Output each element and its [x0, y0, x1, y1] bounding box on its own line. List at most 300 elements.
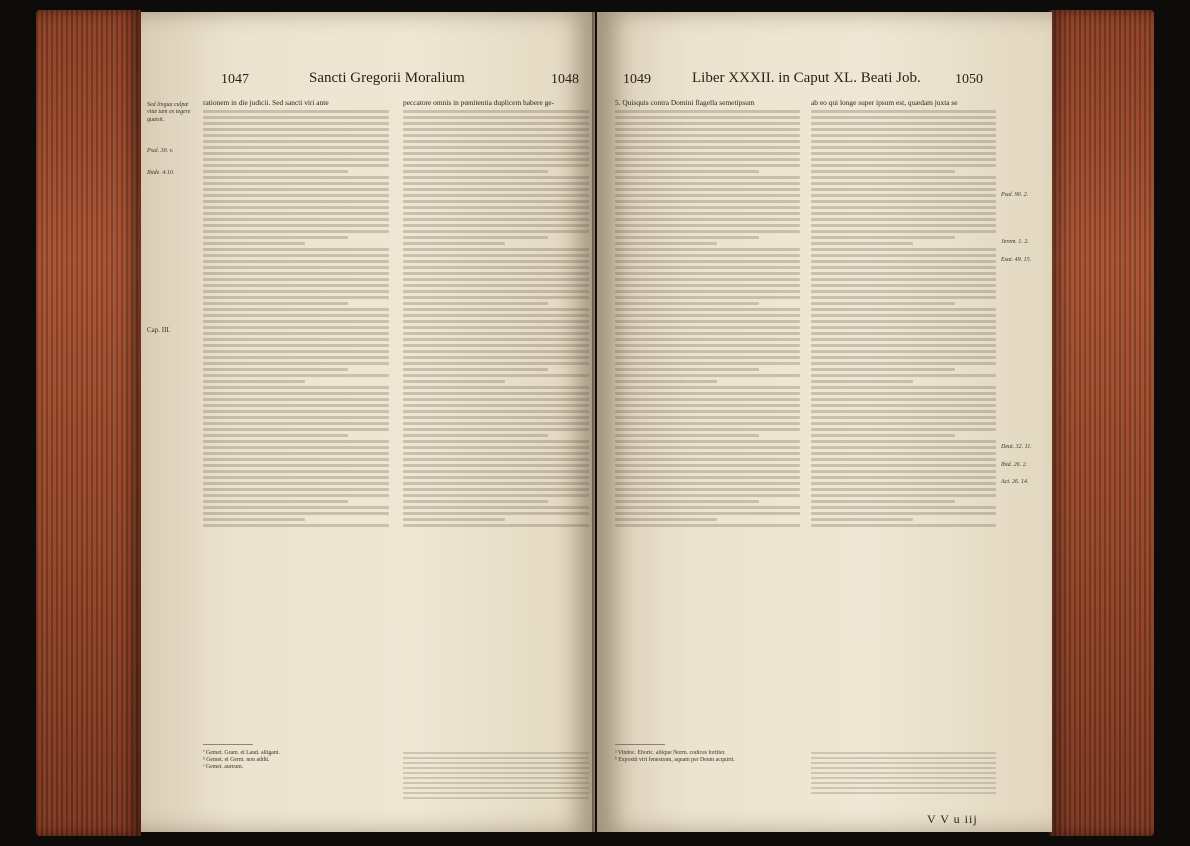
- text-line-placeholder: [811, 772, 996, 774]
- text-line-placeholder: [615, 230, 800, 233]
- text-line-placeholder: [811, 506, 996, 509]
- text-line-placeholder: [403, 296, 589, 299]
- text-line-placeholder: [403, 488, 589, 491]
- text-line-placeholder: [403, 182, 589, 185]
- text-line-placeholder: [403, 158, 589, 161]
- text-line-placeholder: [811, 512, 996, 515]
- text-line-placeholder: [811, 404, 996, 407]
- right-column-number-2: 1050: [955, 72, 983, 87]
- text-line-placeholder: [615, 434, 759, 437]
- text-line-placeholder: [811, 762, 996, 764]
- text-line-placeholder: [811, 326, 996, 329]
- text-line-placeholder: [403, 212, 589, 215]
- text-line-placeholder: [403, 230, 589, 233]
- footnote: ᵃ Vindoc. Eboric. aliique Norm. codices fortiter.: [615, 750, 726, 756]
- footnote-divider: [203, 744, 253, 745]
- text-line-placeholder: [403, 494, 589, 497]
- text-line-placeholder: [403, 464, 589, 467]
- text-line-placeholder: [203, 512, 389, 515]
- text-line-placeholder: [403, 380, 505, 383]
- text-line-placeholder: [403, 512, 589, 515]
- text-line-placeholder: [403, 332, 589, 335]
- text-line-placeholder: [203, 518, 305, 521]
- text-line-placeholder: [403, 350, 589, 353]
- text-line-placeholder: [403, 308, 589, 311]
- text-line-placeholder: [203, 452, 389, 455]
- text-line-placeholder: [403, 767, 589, 769]
- text-line-placeholder: [811, 188, 996, 191]
- text-line-placeholder: [203, 278, 389, 281]
- text-opening: ab eo qui longe super ipsum est, quædam juxta se: [811, 98, 958, 107]
- text-line-placeholder: [615, 224, 800, 227]
- text-line-placeholder: [811, 170, 955, 173]
- right-running-title: Liber XXXII. in Caput XL. Beati Job.: [692, 70, 921, 86]
- text-line-placeholder: [403, 762, 589, 764]
- text-line-placeholder: [615, 266, 800, 269]
- text-line-placeholder: [403, 284, 589, 287]
- text-line-placeholder: [403, 194, 589, 197]
- text-line-placeholder: [811, 362, 996, 365]
- margin-note: Ibide. 4.10.: [147, 169, 175, 176]
- text-line-placeholder: [403, 470, 589, 473]
- text-line-placeholder: [811, 752, 996, 754]
- text-line-placeholder: [403, 752, 589, 754]
- text-line-placeholder: [403, 218, 589, 221]
- text-line-placeholder: [403, 164, 589, 167]
- text-line-placeholder: [615, 482, 800, 485]
- margin-note: Jerem. 1. 2.: [1001, 239, 1029, 246]
- text-line-placeholder: [403, 787, 589, 789]
- text-line-placeholder: [403, 344, 589, 347]
- text-line-placeholder: [203, 398, 389, 401]
- text-line-placeholder: [615, 410, 800, 413]
- text-line-placeholder: [203, 182, 389, 185]
- text-line-placeholder: [403, 476, 589, 479]
- text-line-placeholder: [203, 266, 389, 269]
- footnotes-right: [811, 750, 996, 805]
- left-running-title: Sancti Gregorii Moralium: [309, 70, 465, 86]
- text-line-placeholder: [615, 146, 800, 149]
- text-line-placeholder: [811, 757, 996, 759]
- text-line-placeholder: [811, 767, 996, 769]
- text-line-placeholder: [403, 772, 589, 774]
- text-line-placeholder: [811, 224, 996, 227]
- text-line-placeholder: [811, 464, 996, 467]
- text-line-placeholder: [403, 392, 589, 395]
- footnote: ª Gemet. Gram. et Laud. alligant.: [203, 750, 280, 756]
- text-line-placeholder: [203, 122, 389, 125]
- text-line-placeholder: [203, 446, 389, 449]
- text-line-placeholder: [811, 146, 996, 149]
- text-line-placeholder: [203, 320, 389, 323]
- text-line-placeholder: [811, 122, 996, 125]
- text-line-placeholder: [403, 200, 589, 203]
- text-line-placeholder: [811, 350, 996, 353]
- text-line-placeholder: [811, 446, 996, 449]
- text-line-placeholder: [403, 782, 589, 784]
- text-line-placeholder: [403, 236, 548, 239]
- text-line-placeholder: [203, 164, 389, 167]
- margin-note: Psal. 30. v.: [147, 148, 174, 155]
- text-line-placeholder: [403, 128, 589, 131]
- text-line-placeholder: [203, 248, 389, 251]
- text-line-placeholder: [203, 314, 389, 317]
- text-line-placeholder: [203, 392, 389, 395]
- text-line-placeholder: [615, 242, 717, 245]
- text-line-placeholder: [203, 236, 348, 239]
- text-line-placeholder: [403, 170, 548, 173]
- text-line-placeholder: [403, 260, 589, 263]
- text-line-placeholder: [403, 266, 589, 269]
- text-line-placeholder: [203, 284, 389, 287]
- text-line-placeholder: [203, 350, 389, 353]
- text-line-placeholder: [203, 254, 389, 257]
- text-column-a: [615, 98, 800, 738]
- text-line-placeholder: [811, 524, 996, 527]
- text-line-placeholder: [403, 440, 589, 443]
- right-margin-notes: [1001, 192, 1047, 490]
- text-line-placeholder: [811, 272, 996, 275]
- text-line-placeholder: [203, 206, 389, 209]
- text-line-placeholder: [203, 212, 389, 215]
- text-line-placeholder: [203, 506, 389, 509]
- text-line-placeholder: [615, 140, 800, 143]
- text-line-placeholder: [403, 278, 589, 281]
- text-line-placeholder: [615, 302, 759, 305]
- text-line-placeholder: [403, 374, 589, 377]
- text-line-placeholder: [811, 494, 996, 497]
- text-line-placeholder: [203, 290, 389, 293]
- text-line-placeholder: [615, 356, 800, 359]
- text-line-placeholder: [403, 398, 589, 401]
- text-line-placeholder: [203, 428, 389, 431]
- text-line-placeholder: [203, 344, 389, 347]
- text-line-placeholder: [403, 422, 589, 425]
- text-line-placeholder: [615, 272, 800, 275]
- text-line-placeholder: [811, 392, 996, 395]
- text-line-placeholder: [403, 302, 548, 305]
- text-line-placeholder: [403, 452, 589, 455]
- text-line-placeholder: [203, 356, 389, 359]
- text-line-placeholder: [403, 482, 589, 485]
- text-line-placeholder: [403, 224, 589, 227]
- text-line-placeholder: [403, 518, 505, 521]
- text-line-placeholder: [615, 176, 800, 179]
- text-line-placeholder: [203, 440, 389, 443]
- text-line-placeholder: [615, 152, 800, 155]
- text-line-placeholder: [811, 164, 996, 167]
- text-line-placeholder: [615, 422, 800, 425]
- text-line-placeholder: [615, 476, 800, 479]
- text-line-placeholder: [615, 194, 800, 197]
- text-line-placeholder: [811, 410, 996, 413]
- text-line-placeholder: [403, 248, 589, 251]
- text-line-placeholder: [615, 440, 800, 443]
- text-line-placeholder: [403, 290, 589, 293]
- text-line-placeholder: [615, 278, 800, 281]
- text-line-placeholder: [811, 200, 996, 203]
- text-line-placeholder: [615, 524, 800, 527]
- text-line-placeholder: [403, 410, 589, 413]
- text-line-placeholder: [615, 170, 759, 173]
- text-line-placeholder: [615, 368, 759, 371]
- text-line-placeholder: [811, 374, 996, 377]
- text-line-placeholder: [403, 110, 589, 113]
- text-line-placeholder: [615, 296, 800, 299]
- margin-note: Cap. III.: [147, 326, 171, 335]
- text-line-placeholder: [203, 416, 389, 419]
- text-line-placeholder: [403, 792, 589, 794]
- text-line-placeholder: [811, 482, 996, 485]
- text-line-placeholder: [811, 434, 955, 437]
- text-line-placeholder: [615, 134, 800, 137]
- text-line-placeholder: [203, 218, 389, 221]
- text-line-placeholder: [811, 380, 913, 383]
- text-line-placeholder: [203, 338, 389, 341]
- text-line-placeholder: [811, 470, 996, 473]
- text-line-placeholder: [203, 110, 389, 113]
- text-line-placeholder: [615, 128, 800, 131]
- text-opening: 5. Quisquis contra Domini flagella semetipsum: [615, 98, 755, 107]
- margin-note: Ibid. 26. 2.: [1001, 461, 1028, 468]
- text-line-placeholder: [615, 374, 800, 377]
- text-line-placeholder: [203, 308, 389, 311]
- text-line-placeholder: [811, 782, 996, 784]
- text-column-a: [203, 98, 389, 738]
- footnote: ᵇ Gemet. et Germ. non addit.: [203, 757, 270, 764]
- text-line-placeholder: [403, 152, 589, 155]
- text-line-placeholder: [615, 464, 800, 467]
- text-line-placeholder: [811, 116, 996, 119]
- text-line-placeholder: [203, 134, 389, 137]
- text-line-placeholder: [615, 110, 800, 113]
- text-line-placeholder: [403, 122, 589, 125]
- text-line-placeholder: [203, 116, 389, 119]
- text-line-placeholder: [811, 266, 996, 269]
- margin-note: Sed lingua culpæ vitæ tam ex tegere quæsit.: [147, 102, 191, 123]
- text-line-placeholder: [811, 290, 996, 293]
- text-line-placeholder: [403, 272, 589, 275]
- text-line-placeholder: [811, 134, 996, 137]
- text-line-placeholder: [403, 326, 589, 329]
- text-line-placeholder: [203, 176, 389, 179]
- text-line-placeholder: [811, 284, 996, 287]
- text-line-placeholder: [403, 146, 589, 149]
- text-line-placeholder: [811, 500, 955, 503]
- text-line-placeholder: [811, 176, 996, 179]
- text-line-placeholder: [203, 146, 389, 149]
- text-line-placeholder: [615, 458, 800, 461]
- text-line-placeholder: [811, 452, 996, 455]
- margin-note: Act. 26. 14.: [1001, 479, 1029, 486]
- text-line-placeholder: [203, 422, 389, 425]
- text-line-placeholder: [615, 320, 800, 323]
- text-line-placeholder: [615, 326, 800, 329]
- text-line-placeholder: [203, 200, 389, 203]
- text-line-placeholder: [811, 458, 996, 461]
- text-line-placeholder: [203, 260, 389, 263]
- text-line-placeholder: [615, 428, 800, 431]
- text-line-placeholder: [615, 380, 717, 383]
- text-line-placeholder: [203, 524, 389, 527]
- text-line-placeholder: [403, 242, 505, 245]
- text-line-placeholder: [811, 218, 996, 221]
- text-line-placeholder: [203, 158, 389, 161]
- signature-mark: V V u iij: [927, 812, 978, 826]
- text-line-placeholder: [403, 416, 589, 419]
- text-line-placeholder: [615, 122, 800, 125]
- text-line-placeholder: [811, 152, 996, 155]
- text-line-placeholder: [615, 332, 800, 335]
- text-line-placeholder: [811, 338, 996, 341]
- text-line-placeholder: [615, 398, 800, 401]
- text-line-placeholder: [811, 128, 996, 131]
- text-line-placeholder: [811, 398, 996, 401]
- text-line-placeholder: [811, 296, 996, 299]
- text-line-placeholder: [615, 158, 800, 161]
- text-line-placeholder: [203, 386, 389, 389]
- text-line-placeholder: [811, 416, 996, 419]
- text-line-placeholder: [811, 792, 996, 794]
- text-line-placeholder: [811, 260, 996, 263]
- left-page-edges: [36, 10, 141, 836]
- text-line-placeholder: [203, 374, 389, 377]
- text-line-placeholder: [615, 500, 759, 503]
- text-line-placeholder: [615, 236, 759, 239]
- text-line-placeholder: [615, 260, 800, 263]
- right-page: [597, 12, 1052, 832]
- text-line-placeholder: [615, 182, 800, 185]
- text-line-placeholder: [403, 404, 589, 407]
- left-column-number: 1047: [221, 72, 249, 87]
- text-line-placeholder: [615, 506, 800, 509]
- text-line-placeholder: [811, 242, 913, 245]
- text-line-placeholder: [615, 518, 717, 521]
- text-opening: peccatore omnis in pœnitentia duplicem habere ge-: [403, 98, 555, 107]
- text-line-placeholder: [403, 757, 589, 759]
- text-line-placeholder: [811, 182, 996, 185]
- footnote-divider: [615, 744, 665, 745]
- text-line-placeholder: [615, 362, 800, 365]
- text-line-placeholder: [203, 458, 389, 461]
- text-line-placeholder: [811, 308, 996, 311]
- text-line-placeholder: [615, 314, 800, 317]
- text-line-placeholder: [811, 368, 955, 371]
- text-line-placeholder: [203, 272, 389, 275]
- text-line-placeholder: [203, 230, 389, 233]
- text-line-placeholder: [811, 314, 996, 317]
- text-line-placeholder: [615, 344, 800, 347]
- text-line-placeholder: [615, 350, 800, 353]
- footnotes-right: [403, 750, 589, 810]
- margin-note: Deut. 32. 11.: [1001, 444, 1032, 451]
- text-line-placeholder: [203, 224, 389, 227]
- text-line-placeholder: [615, 338, 800, 341]
- text-line-placeholder: [615, 116, 800, 119]
- text-line-placeholder: [811, 356, 996, 359]
- text-line-placeholder: [403, 320, 589, 323]
- text-line-placeholder: [403, 134, 589, 137]
- text-line-placeholder: [811, 194, 996, 197]
- text-line-placeholder: [615, 416, 800, 419]
- margin-note: Psal. 90. 2.: [1001, 192, 1029, 198]
- text-line-placeholder: [615, 488, 800, 491]
- text-line-placeholder: [811, 140, 996, 143]
- text-line-placeholder: [203, 380, 305, 383]
- text-line-placeholder: [811, 344, 996, 347]
- right-column-number: 1049: [623, 72, 651, 87]
- text-line-placeholder: [615, 308, 800, 311]
- text-line-placeholder: [811, 777, 996, 779]
- text-line-placeholder: [203, 410, 389, 413]
- text-line-placeholder: [403, 428, 589, 431]
- text-line-placeholder: [403, 362, 589, 365]
- text-line-placeholder: [615, 290, 800, 293]
- text-line-placeholder: [203, 140, 389, 143]
- text-line-placeholder: [403, 176, 589, 179]
- text-line-placeholder: [811, 440, 996, 443]
- text-line-placeholder: [615, 248, 800, 251]
- text-line-placeholder: [203, 242, 305, 245]
- text-line-placeholder: [203, 470, 389, 473]
- text-line-placeholder: [615, 212, 800, 215]
- text-line-placeholder: [615, 386, 800, 389]
- text-line-placeholder: [615, 200, 800, 203]
- text-line-placeholder: [811, 236, 955, 239]
- text-line-placeholder: [403, 368, 548, 371]
- footnotes-left: [203, 750, 389, 820]
- text-line-placeholder: [811, 787, 996, 789]
- text-line-placeholder: [403, 314, 589, 317]
- text-line-placeholder: [403, 356, 589, 359]
- text-line-placeholder: [403, 188, 589, 191]
- text-line-placeholder: [203, 296, 389, 299]
- text-line-placeholder: [811, 386, 996, 389]
- text-line-placeholder: [811, 254, 996, 257]
- text-column-b: [811, 98, 996, 738]
- text-line-placeholder: [615, 188, 800, 191]
- text-line-placeholder: [403, 500, 548, 503]
- left-column-number-2: 1048: [551, 72, 579, 87]
- text-line-placeholder: [615, 254, 800, 257]
- text-line-placeholder: [203, 500, 348, 503]
- text-line-placeholder: [203, 152, 389, 155]
- footnote: ᵇ Expositi viri fenestram, aquam per Deum acquirit.: [615, 757, 735, 764]
- text-line-placeholder: [615, 470, 800, 473]
- left-margin-notes: [147, 102, 197, 338]
- text-line-placeholder: [403, 206, 589, 209]
- text-line-placeholder: [403, 458, 589, 461]
- text-line-placeholder: [811, 518, 913, 521]
- text-line-placeholder: [203, 464, 389, 467]
- text-line-placeholder: [203, 194, 389, 197]
- text-line-placeholder: [203, 476, 389, 479]
- text-line-placeholder: [203, 368, 348, 371]
- text-line-placeholder: [403, 254, 589, 257]
- text-line-placeholder: [203, 404, 389, 407]
- text-line-placeholder: [811, 212, 996, 215]
- text-line-placeholder: [203, 494, 389, 497]
- text-line-placeholder: [811, 476, 996, 479]
- text-line-placeholder: [615, 284, 800, 287]
- text-line-placeholder: [203, 362, 389, 365]
- text-line-placeholder: [403, 140, 589, 143]
- right-page-edges: [1049, 10, 1154, 836]
- text-line-placeholder: [811, 302, 955, 305]
- text-line-placeholder: [203, 482, 389, 485]
- text-line-placeholder: [615, 392, 800, 395]
- text-line-placeholder: [403, 446, 589, 449]
